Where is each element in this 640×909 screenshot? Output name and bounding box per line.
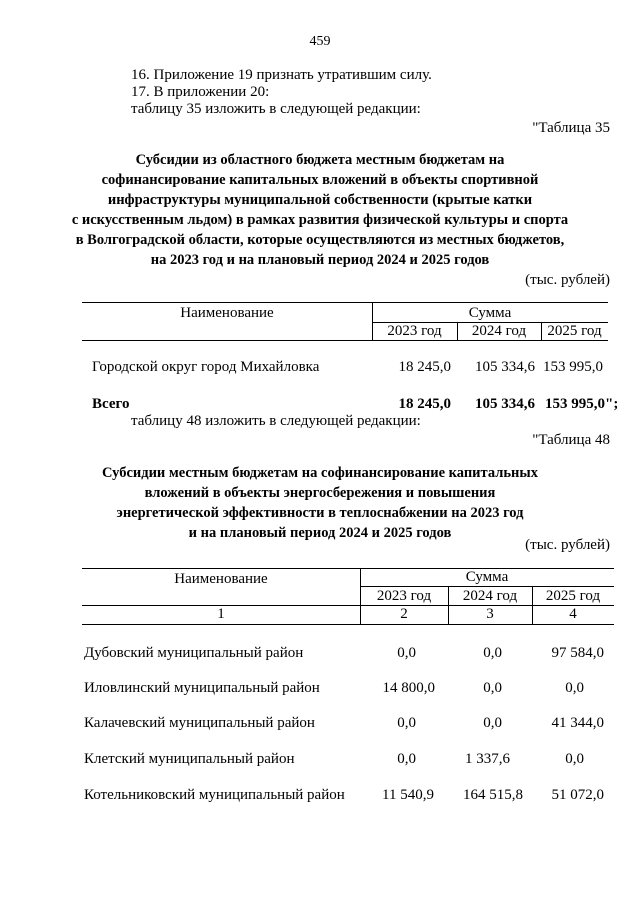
- table-cell-2023: 18 245,0: [398, 359, 451, 375]
- table-cell-2023: 0,0: [397, 751, 416, 767]
- table35-total-2023: 18 245,0: [398, 396, 451, 412]
- table-cell-2025: 0,0: [565, 751, 584, 767]
- table-cell-2025: 51 072,0: [551, 787, 604, 803]
- table-row-name: Клетский муниципальный район: [84, 751, 295, 767]
- table35-top-border: [82, 302, 608, 303]
- table48-header-sum: Сумма: [465, 569, 509, 585]
- table-cell-2024: 164 515,8: [463, 787, 523, 803]
- item-table35-intro: таблицу 35 изложить в следующей редакции:: [131, 101, 421, 117]
- table-cell-2024: 0,0: [483, 715, 502, 731]
- table-row-name: Дубовский муниципальный район: [84, 645, 304, 661]
- item-16: 16. Приложение 19 признать утратившим силу.: [131, 67, 432, 83]
- table-cell-2023: 0,0: [397, 645, 416, 661]
- table35-total-2025: 153 995,0";: [545, 396, 619, 412]
- table-cell-2024: 0,0: [483, 680, 502, 696]
- table35-header-2024: 2024 год: [471, 323, 527, 339]
- table48-title-line-3: энергетической эффективности в теплоснабжении на 2023 год: [116, 505, 524, 521]
- table35-unit: (тыс. рублей): [525, 272, 610, 288]
- table-row-name: Иловлинский муниципальный район: [84, 680, 320, 696]
- table48-title-line-2: вложений в объекты энергосбережения и повышения: [144, 485, 496, 501]
- table-cell-2025: 153 995,0: [543, 359, 603, 375]
- table-cell-2024: 1 337,6: [465, 751, 510, 767]
- table-cell-2025: 41 344,0: [551, 715, 604, 731]
- table35-header-2025: 2025 год: [547, 323, 602, 339]
- table48-header-name: Наименование: [174, 571, 268, 587]
- table35-title-line-4: с искусственным льдом) в рамках развития физической культуры и спорта: [71, 212, 569, 228]
- table48-colnum-4: 4: [569, 606, 577, 622]
- table35-header-name: Наименование: [180, 305, 274, 321]
- table35-header-sum: Сумма: [468, 305, 512, 321]
- table-cell-2025: 0,0: [565, 680, 584, 696]
- item-17: 17. В приложении 20:: [131, 84, 270, 100]
- table48-title-line-1: Субсидии местным бюджетам на софинансирование капитальных: [102, 465, 538, 481]
- table48-header-2024: 2024 год: [462, 588, 518, 604]
- table48-intro: таблицу 48 изложить в следующей редакции:: [131, 413, 421, 429]
- table48-colnum-bottom-border: [82, 624, 614, 625]
- table48-title-line-4: и на плановый период 2024 и 2025 годов: [188, 525, 452, 541]
- table48-colnum-1: 1: [217, 606, 225, 622]
- table35-header-bottom-border: [82, 340, 608, 341]
- page-number: 459: [309, 34, 331, 49]
- table-row-name: Котельниковский муниципальный район: [84, 787, 345, 803]
- table-cell-2025: 97 584,0: [551, 645, 604, 661]
- table48-colnum-2: 2: [400, 606, 408, 622]
- table35-title-line-3: инфраструктуры муниципальной собственности (крытые катки: [107, 192, 533, 208]
- table48-header-2025: 2025 год: [545, 588, 601, 604]
- table35-title-line-1: Субсидии из областного бюджета местным бюджетам на: [135, 152, 505, 168]
- table35-title-line-6: на 2023 год и на плановый период 2024 и 2025 годов: [150, 252, 490, 268]
- table48-sum-divider: [360, 586, 614, 587]
- table35-total-label: Всего: [92, 396, 130, 412]
- table-row-name: Городской округ город Михайловка: [92, 359, 320, 375]
- table48-unit: (тыс. рублей): [525, 537, 610, 553]
- table35-total-2024: 105 334,6: [475, 396, 535, 412]
- table-cell-2024: 105 334,6: [475, 359, 535, 375]
- table-row-name: Калачевский муниципальный район: [84, 715, 315, 731]
- table-cell-2023: 11 540,9: [382, 787, 434, 803]
- table48-label: "Таблица 48: [532, 432, 610, 448]
- table48-colnum-3: 3: [486, 606, 494, 622]
- table-cell-2024: 0,0: [483, 645, 502, 661]
- table35-label: "Таблица 35: [532, 120, 610, 136]
- table48-header-2023: 2023 год: [376, 588, 432, 604]
- table-cell-2023: 0,0: [397, 715, 416, 731]
- table35-title-line-2: софинансирование капитальных вложений в объекты спортивной: [101, 172, 539, 188]
- table-cell-2023: 14 800,0: [382, 680, 435, 696]
- table35-title-line-5: в Волгоградской области, которые осуществляются из местных бюджетов,: [75, 232, 565, 248]
- table35-header-2023: 2023 год: [387, 323, 442, 339]
